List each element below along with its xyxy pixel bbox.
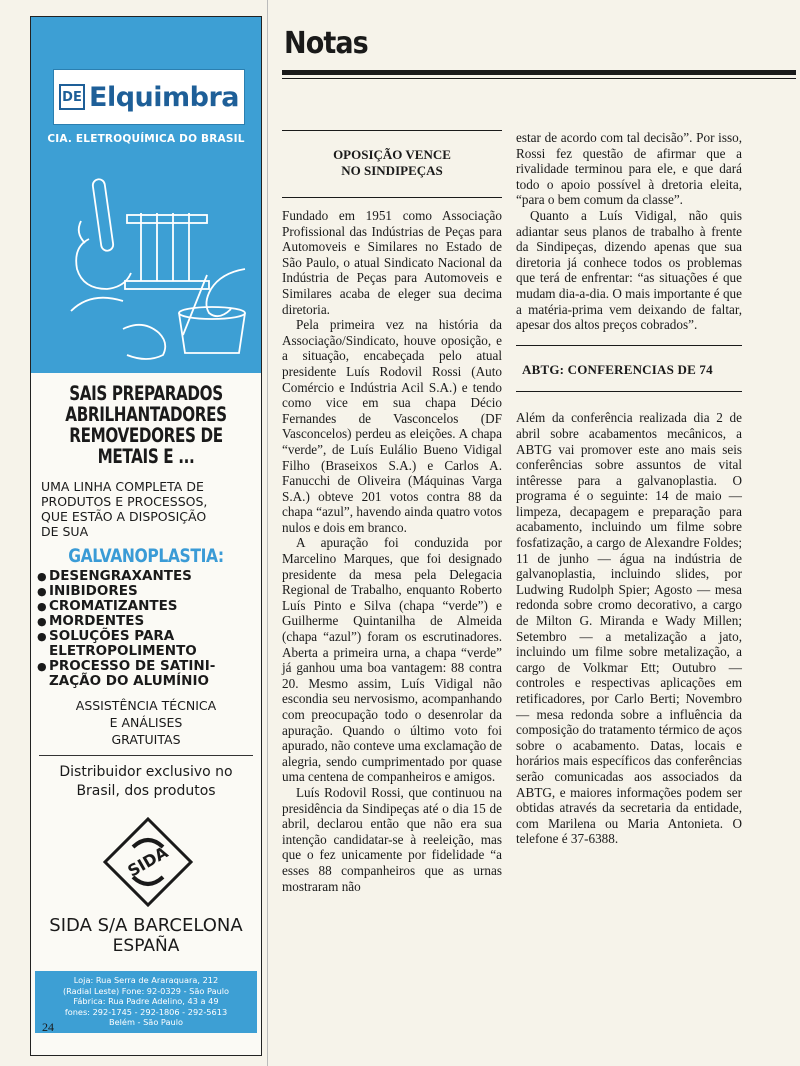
ad-company (31, 915, 261, 957)
article-column-2 (516, 130, 742, 847)
list-item (37, 614, 257, 629)
company-country: ESPAÑA (112, 936, 180, 956)
product-line: ● INIBIDORES (49, 583, 138, 599)
product-line: ELETROPOLIMENTO (49, 643, 197, 659)
sida-logo-text: SIDA (124, 842, 172, 881)
ad-headline-line: REMOVEDORES DE (69, 424, 223, 447)
article1-headline (282, 131, 502, 197)
ad-divider (39, 755, 253, 756)
page-number: 24 (42, 1020, 54, 1034)
lab-hands-illustration (31, 151, 262, 373)
brand-name: Elquimbra (89, 81, 239, 113)
list-item (37, 659, 257, 689)
list-item (37, 584, 257, 599)
company-name: SIDA S/A BARCELONA (49, 915, 243, 936)
ad-headline-line: SAIS PREPARADOS (69, 382, 223, 405)
ad-headline-line: ABRILHANTADORES (65, 403, 227, 426)
ad-intro (41, 479, 255, 539)
list-item (37, 599, 257, 614)
assistance-line: ASSISTÊNCIA TÉCNICA (75, 698, 217, 713)
assistance-line: E ANÁLISES (109, 715, 183, 730)
product-line: ● SOLUÇÕES PARA (49, 628, 175, 644)
ad-intro-line: DE SUA (41, 524, 89, 539)
article-column-1 (282, 130, 502, 894)
elquimbra-advertisement (30, 16, 262, 1056)
list-item (37, 569, 257, 584)
ad-intro-line: QUE ESTÃO A DISPOSIÇÃO (41, 509, 207, 524)
ad-distributor (31, 763, 261, 801)
ad-intro-line: UMA LINHA COMPLETA DE (41, 479, 204, 494)
product-line: ● PROCESSO DE SATINI- (49, 658, 216, 674)
list-item (37, 629, 257, 659)
article2-headline: ABTG: CONFERENCIAS DE 74 (516, 345, 742, 393)
sida-logo-icon (103, 817, 193, 907)
article1-paragraph: A apuração foi conduzida por Marcelino Marques, que foi designado presidente da mesa pela Delegacia Regional de Trabalho, enquanto Roberto Luís Pinto e Silva (chapa “verde”) e Guilherme Quintanilha de Almeida (chapa “azul”) foram os escrutinadores. Aberta a primeira urna, a chapa “verde” já ganhou uma boa vantagem: 88 contra 20. Mesmo assim, Luís Vidigal não escondia seu nervosismo, acompanhando com preocupação todo o desenrolar da apuração. Quando o último voto foi apurado, não conteve uma exclamação de alegria, sendo cumprimentado por quase uma centena de companheiros e amigos. (282, 535, 502, 785)
article2-paragraph: Além da conferência realizada dia 2 de abril sobre acabamentos mecânicos, a ABTG vai promover este ano mais seis conferências sobre assuntos de vital intêresse para a galvanoplastia. O programa é o seguinte: 14 de maio — limpeza, decapagem e preparação para acabamento, incluindo um filme sobre fosfatização, a cargo de Alexandre Foldes; 11 de junho — água na indústria de galvanoplastia, incluindo slides, por Ludwing Rudolph Spier; Agosto — mesa redonda sobre cromo decorativo, a cargo de Milton G. Miranda e Wady Millen; Setembro — a metalização a jato, incluindo um filme sobre metalização, a cargo de Volkmar Ett; Outubro — controles e respectivas aplicações em retificadores, por Carlo Berti; Novembro — mesa redonda sobre a influência da composição do tratamento térmico de aços sobre o acabamento. Datas, locais e horários mais específicos das conferências serão comunicadas aos associados da ABTG, e maiores informações podem ser obtidas através da secretaria da entidade, com Marilena ou Maria Antonieta. O telefone é 37-6388. (516, 410, 742, 847)
headline-line: OPOSIÇÃO VENCE (333, 147, 451, 162)
article1-paragraph: estar de acordo com tal decisão”. Por isso, Rossi fez questão de afirmar que a rivalidade terminou para ele, e que dará todo o apoio possível à dretoria eleita, “para o bem comum da classe”. (516, 130, 742, 208)
distributor-line: Distribuidor exclusivo no (59, 764, 233, 780)
assistance-line: GRATUITAS (111, 732, 181, 747)
product-line: ● DESENGRAXANTES (49, 568, 192, 584)
address-line: Loja: Rua Serra de Araraquara, 212 (73, 975, 219, 985)
distributor-line: Brasil, dos produtos (76, 783, 216, 799)
ad-header (31, 17, 261, 151)
product-line: ● CROMATIZANTES (49, 598, 178, 614)
logo-mark-icon: DE (59, 84, 85, 110)
ad-highlight: GALVANOPLASTIA: (68, 545, 224, 567)
address-line: Belém - São Paulo (109, 1017, 183, 1027)
section-rule-thick (282, 70, 796, 75)
ad-tagline: CIA. ELETROQUÍMICA DO BRASIL (47, 133, 245, 145)
article1-paragraph: Fundado em 1951 como Associação Profissional das Indústrias de Peças para Automoveis e Similares no Estado de São Paulo, o atual Sindicato Nacional da Indústria de Peças para Automoveis e Similares acaba de eleger sua decima diretoria. (282, 208, 502, 317)
article1-paragraph: Luís Rodovil Rossi, que continuou na presidência da Sindipeças até o dia 15 de abril, declarou então que não era sua intenção candidatar-se à reeleição, mas que o fez unicamente por fidelidade “a esses 88 companheiros que as urnas mostraram não (282, 784, 502, 894)
address-line: (Radial Leste) Fone: 92-0329 - São Paulo (62, 985, 230, 996)
page-gutter (267, 0, 268, 1066)
product-line: ZAÇÃO DO ALUMÍNIO (49, 673, 209, 689)
ad-headline (56, 383, 235, 467)
ad-intro-line: PRODUTOS E PROCESSOS, (41, 494, 208, 509)
ad-headline-line: METAIS E ... (97, 445, 195, 468)
section-title: Notas (284, 26, 368, 61)
address-line: Fábrica: Rua Padre Adelino, 43 a 49 (73, 996, 219, 1006)
article1-paragraph: Pela primeira vez na história da Associação/Sindicato, houve oposição, e a situação, encabeçada pelo atual presidente Luís Rodovil Rossi (Auto Comércio e Indústria Acil S.A.) e tendo como vice em sua chapa Décio Fernandes de Vasconcelos (DF Vasconcelos) perdeu as eleições. A chapa “verde”, de Luís Eulálio Bueno Vidigal Filho (Braseixos S.A.) e Carlos A. Fanucchi de Oliveira (Máquinas Varga S.A.) obteve 201 votos contra 88 da chapa “azul”, havendo ainda quatro votos nulos e dois em branco. (282, 317, 502, 535)
ad-assistance (31, 697, 261, 748)
headline-line: NO SINDIPEÇAS (341, 163, 443, 178)
elquimbra-logo (53, 69, 245, 125)
product-list (37, 569, 257, 689)
address-line: fones: 292-1745 - 292-1806 - 292-5613 (64, 1006, 228, 1017)
product-line: ● MORDENTES (49, 613, 145, 629)
ad-address-box (35, 971, 257, 1033)
article1-paragraph: Quanto a Luís Vidigal, não quis adiantar seus planos de trabalho à frente da Sindipeças, dizendo apenas que sua diretoria já conhece todos os problemas que terá de enfrentar: “as situações é que mudam dia-a-dia. O mais importante é que a matéria-prima vem deixando de faltar, apesar dos altos preços cobrados”. (516, 207, 742, 333)
section-rule-thin (282, 78, 796, 79)
